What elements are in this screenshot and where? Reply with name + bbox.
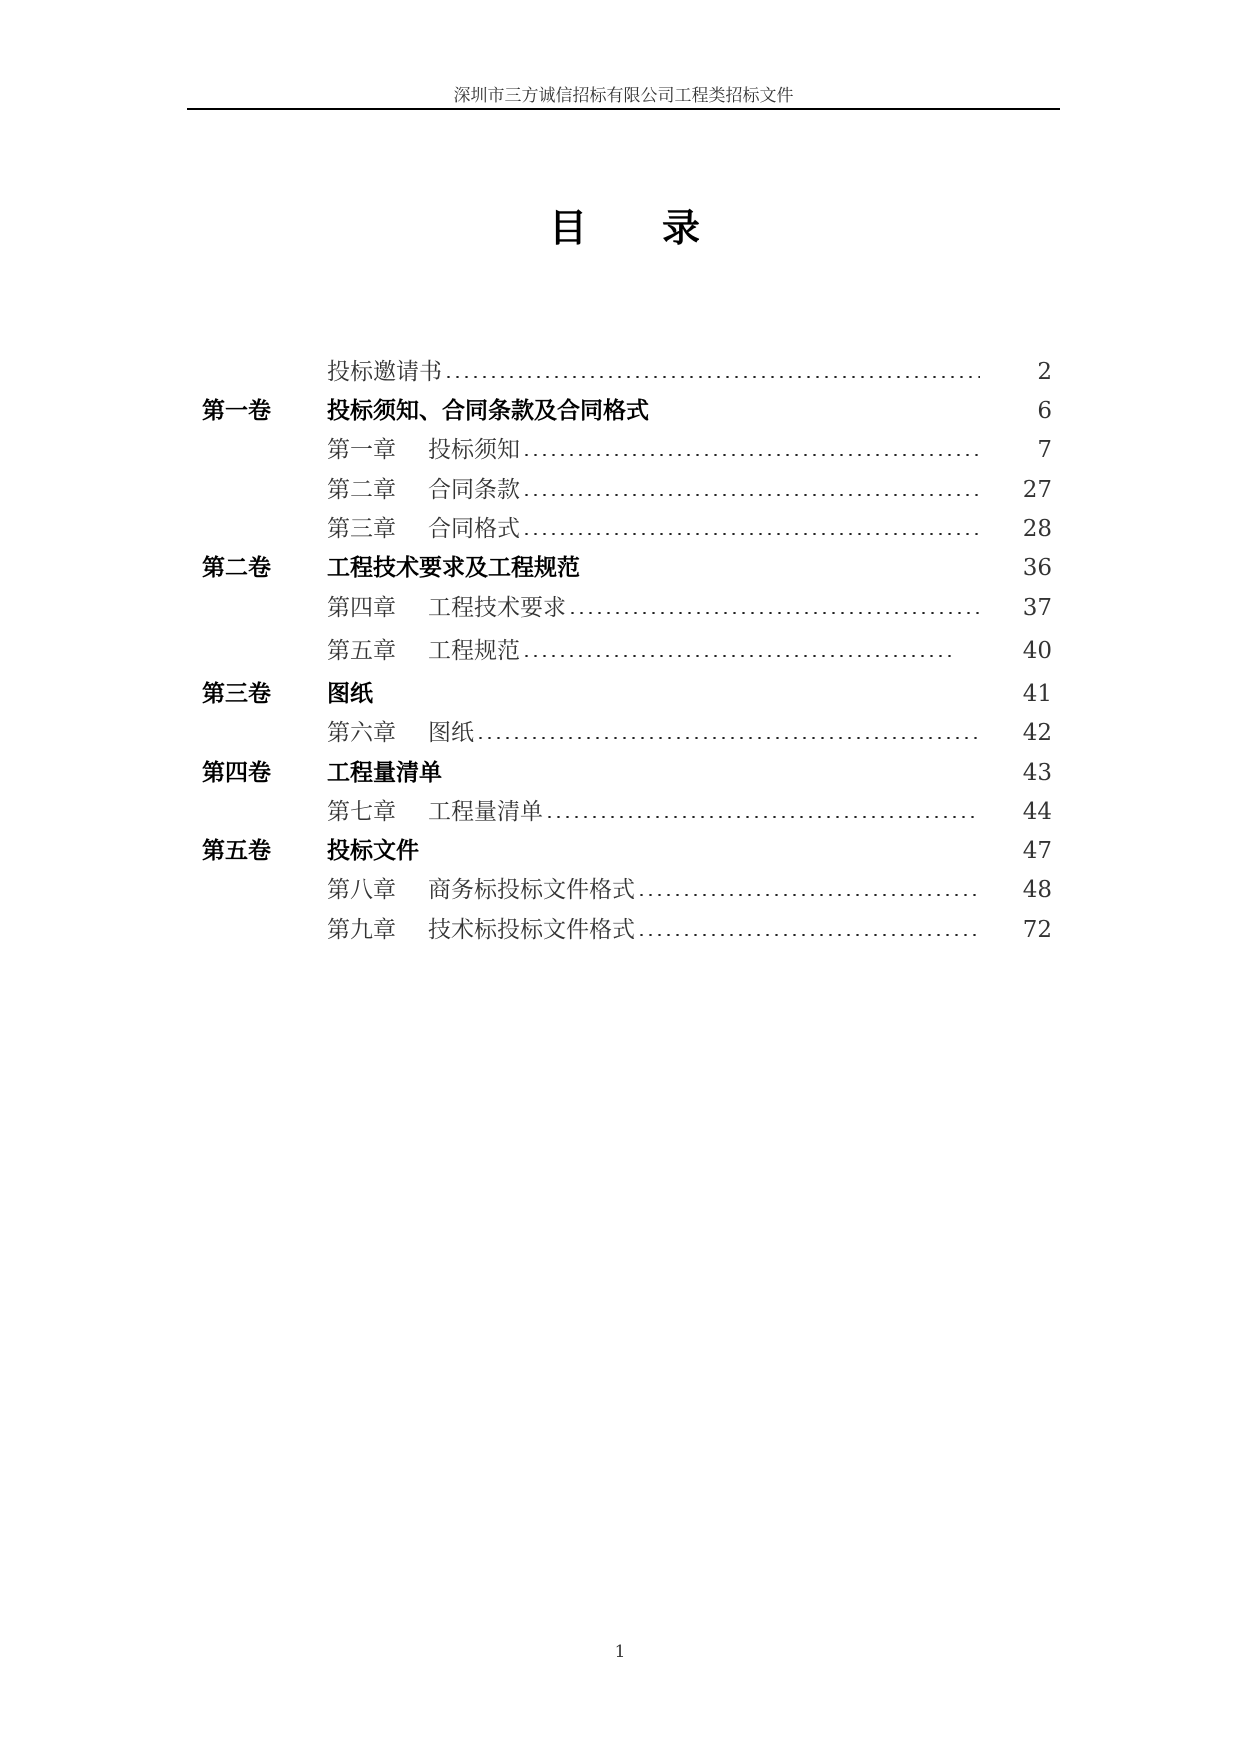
toc-chapter-number: 第三章 (327, 516, 396, 542)
toc-page-number: 47 (1022, 838, 1052, 864)
toc-volume-4[interactable] (0, 756, 1240, 790)
dot-leader (476, 737, 980, 739)
toc-leader-line (327, 512, 980, 546)
toc-chapter-title: 工程量清单 (428, 799, 543, 825)
toc-page-number: 48 (1022, 877, 1052, 903)
toc-page-number: 2 (1037, 359, 1052, 385)
toc-leader-line (327, 473, 980, 507)
dot-leader (522, 494, 980, 496)
toc-page-number: 36 (1022, 555, 1052, 581)
toc-entry-title: 投标邀请书 (327, 359, 442, 385)
toc-leader-line (327, 433, 980, 467)
running-header: 深圳市三方诚信招标有限公司工程类招标文件 (453, 86, 794, 106)
dot-leader (568, 612, 980, 614)
toc-leader-line (327, 913, 980, 947)
toc-chapter-number: 第六章 (327, 720, 396, 746)
toc-page-number: 44 (1022, 799, 1052, 825)
dot-leader (637, 894, 980, 896)
toc-volume-number: 第五卷 (202, 838, 271, 864)
toc-volume-number: 第三卷 (202, 681, 271, 707)
toc-chapter-title: 图纸 (428, 720, 474, 746)
dot-leader (522, 533, 980, 535)
toc-volume-number: 第一卷 (202, 398, 271, 424)
toc-page-number: 27 (1022, 477, 1052, 503)
toc-chapter-number: 第八章 (327, 877, 396, 903)
toc-chapter-number: 第四章 (327, 595, 396, 621)
toc-volume-number: 第四卷 (202, 760, 271, 786)
toc-chapter-title: 投标须知 (428, 437, 520, 463)
toc-leader-line (327, 591, 980, 625)
toc-chapter-8[interactable] (0, 873, 1240, 907)
toc-chapter-9[interactable] (0, 913, 1240, 947)
toc-chapter-title: 工程规范 (428, 638, 520, 664)
toc-chapter-number: 第五章 (327, 638, 396, 664)
toc-chapter-2[interactable] (0, 473, 1240, 507)
toc-page-number: 37 (1022, 595, 1052, 621)
toc-chapter-title: 工程技术要求 (428, 595, 566, 621)
dot-leader (637, 934, 980, 936)
toc-chapter-title: 合同格式 (428, 516, 520, 542)
toc-chapter-title: 技术标投标文件格式 (428, 917, 635, 943)
toc-volume-1[interactable] (0, 394, 1240, 428)
toc-page-number: 41 (1022, 681, 1052, 707)
toc-entry-invitation[interactable] (0, 355, 1240, 389)
page-number: 1 (614, 1642, 626, 1662)
toc-volume-title: 工程量清单 (327, 760, 442, 786)
toc-chapter-4[interactable] (0, 591, 1240, 625)
toc-leader-line (327, 873, 980, 907)
toc-title (520, 200, 720, 256)
toc-chapter-6[interactable] (0, 716, 1240, 750)
toc-page-number: 40 (1022, 638, 1052, 664)
toc-volume-number: 第二卷 (202, 555, 271, 581)
toc-page-number: 43 (1022, 760, 1052, 786)
toc-volume-title: 投标须知、合同条款及合同格式 (327, 398, 649, 424)
toc-leader-line (327, 634, 957, 668)
dot-leader (522, 454, 980, 456)
toc-chapter-3[interactable] (0, 512, 1240, 546)
toc-volume-2[interactable] (0, 551, 1240, 585)
toc-page-number: 7 (1037, 437, 1052, 463)
toc-volume-title: 图纸 (327, 681, 373, 707)
toc-title-char-1: 目 (549, 206, 588, 250)
toc-chapter-number: 第七章 (327, 799, 396, 825)
toc-chapter-title: 商务标投标文件格式 (428, 877, 635, 903)
header-rule (187, 108, 1060, 110)
toc-chapter-1[interactable] (0, 433, 1240, 467)
dot-leader (522, 655, 957, 657)
toc-volume-title: 投标文件 (327, 838, 419, 864)
toc-page-number: 72 (1022, 917, 1052, 943)
toc-page-number: 28 (1022, 516, 1052, 542)
toc-title-char-2: 录 (662, 206, 701, 250)
toc-volume-3[interactable] (0, 677, 1240, 711)
toc-chapter-number: 第九章 (327, 917, 396, 943)
toc-chapter-number: 第二章 (327, 477, 396, 503)
toc-chapter-number: 第一章 (327, 437, 396, 463)
toc-leader-line (327, 355, 980, 389)
toc-leader-line (327, 716, 980, 750)
toc-chapter-7[interactable] (0, 795, 1240, 829)
toc-chapter-5[interactable] (0, 634, 1240, 668)
toc-leader-line (327, 795, 980, 829)
toc-page-number: 6 (1037, 398, 1052, 424)
toc-volume-title: 工程技术要求及工程规范 (327, 555, 580, 581)
toc-page-number: 42 (1022, 720, 1052, 746)
dot-leader (444, 376, 980, 378)
toc-volume-5[interactable] (0, 834, 1240, 868)
toc-chapter-title: 合同条款 (428, 477, 520, 503)
dot-leader (545, 816, 980, 818)
